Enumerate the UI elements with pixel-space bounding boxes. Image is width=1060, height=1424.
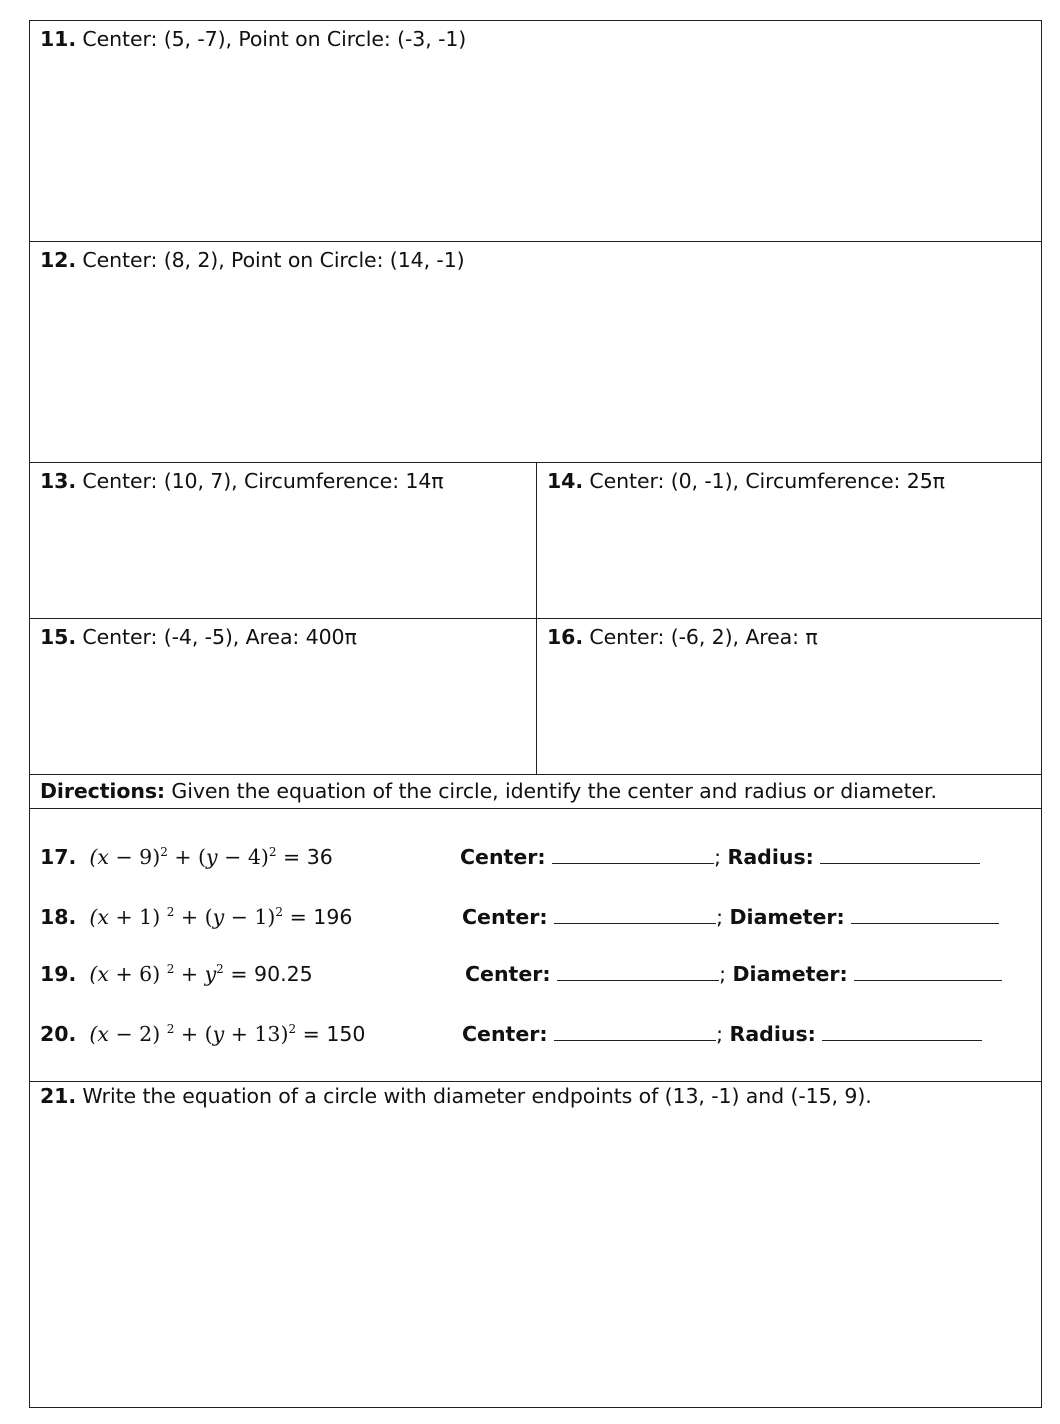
center-label: Center: [465,962,551,986]
eq-part: ( [89,845,98,869]
eq-exponent: 2 [166,962,175,977]
problem-number: 11. [40,27,77,51]
separator: ; [719,962,733,986]
radius-label: Radius: [729,1022,816,1046]
eq-exponent: 2 [160,845,168,860]
eq-part: − 2) [108,1022,167,1046]
radius-blank[interactable] [820,845,980,864]
eq-part: ( [89,1022,98,1046]
problem-16-box [537,619,1041,774]
problem-text: Write the equation of a circle with diameter endpoints of (13, -1) and (-15, 9). [76,1084,872,1108]
equation-20-row [40,1022,1030,1052]
radius-label: Radius: [727,845,814,869]
separator: ; [714,845,728,869]
problem-15-box [30,619,537,774]
directions-label: Directions: [40,779,166,803]
eq-var-y: y [206,845,218,869]
eq-part: + 1) [108,905,167,929]
eq-exponent: 2 [288,1022,297,1037]
eq-part: − 4) [217,845,269,869]
diameter-blank[interactable] [851,905,999,924]
eq-rhs: = 36 [276,845,333,869]
problem-11-prompt [40,27,466,51]
diameter-label: Diameter: [732,962,848,986]
eq-part: − 1) [224,905,276,929]
problem-text: Center: (-6, 2), Area: π [583,625,818,649]
directions-body: Given the equation of the circle, identify the center and radius or diameter. [165,779,937,803]
problem-12-prompt [40,248,465,272]
problems-15-16-row [30,619,1041,775]
equation-18-row [40,905,1030,935]
problem-text: Center: (-4, -5), Area: 400π [76,625,357,649]
problem-21-box [30,1082,1041,1407]
radius-blank[interactable] [822,1022,982,1041]
eq-exponent: 2 [166,905,175,920]
eq-var-y: y [212,905,225,929]
problem-number: 15. [40,625,77,649]
problem-number: 20. [40,1022,77,1046]
equation-expression [89,1022,296,1046]
worksheet [29,20,1042,1408]
eq-var-y: y [212,1022,225,1046]
equation-20-answers [462,1022,982,1046]
equation-17-row [40,845,1030,875]
equation-expression [89,845,276,869]
equation-17 [40,845,333,869]
problem-12-box [30,242,1041,463]
problem-16-prompt [547,625,818,649]
problem-number: 19. [40,962,77,986]
problem-number: 18. [40,905,77,929]
problem-number: 14. [547,469,584,493]
eq-rhs: = 90.25 [223,962,313,986]
equation-18 [40,905,352,929]
eq-part: + ( [174,1022,213,1046]
eq-var-x: x [97,962,109,986]
equation-19 [40,962,313,986]
eq-rhs: = 150 [296,1022,366,1046]
eq-var-x: x [97,905,109,929]
problem-number: 17. [40,845,77,869]
problem-14-prompt [547,469,945,493]
problem-13-box [30,463,537,618]
eq-part: − 9) [108,845,161,869]
eq-part: + 13) [224,1022,289,1046]
problem-number: 12. [40,248,77,272]
diameter-label: Diameter: [729,905,845,929]
equation-17-answers [460,845,980,869]
eq-var-x: x [97,1022,109,1046]
problem-number: 13. [40,469,77,493]
problem-21-prompt [40,1084,872,1108]
problem-text: Center: (0, -1), Circumference: 25π [583,469,945,493]
eq-part: ( [89,905,98,929]
center-label: Center: [462,905,548,929]
eq-exponent: 2 [166,1022,175,1037]
directions-text [40,779,937,803]
center-blank[interactable] [554,905,716,924]
problem-number: 21. [40,1084,77,1108]
problem-15-prompt [40,625,357,649]
equation-18-answers [462,905,999,929]
eq-part: + ( [167,845,207,869]
center-blank[interactable] [552,845,714,864]
problem-14-box [537,463,1041,618]
center-blank[interactable] [557,962,719,981]
equation-expression [89,962,223,986]
equation-20 [40,1022,365,1046]
eq-exponent: 2 [268,845,277,860]
eq-part: + 6) [108,962,167,986]
separator: ; [716,905,730,929]
equation-expression [89,905,283,929]
problem-13-prompt [40,469,444,493]
equation-19-row [40,962,1030,992]
eq-exponent: 2 [216,962,224,977]
center-blank[interactable] [554,1022,716,1041]
diameter-blank[interactable] [854,962,1002,981]
directions-bar [30,775,1041,809]
eq-part: + [174,962,205,986]
center-label: Center: [462,1022,548,1046]
problems-13-14-row [30,463,1041,619]
equations-box [30,809,1041,1082]
center-label: Center: [460,845,546,869]
problem-text: Center: (8, 2), Point on Circle: (14, -1) [76,248,465,272]
eq-var-y: y [204,962,217,986]
eq-exponent: 2 [275,905,284,920]
problem-number: 16. [547,625,584,649]
equation-19-answers [465,962,1002,986]
eq-part: + ( [174,905,213,929]
problem-text: Center: (10, 7), Circumference: 14π [76,469,444,493]
eq-var-x: x [97,845,109,869]
separator: ; [716,1022,730,1046]
problem-11-box [30,21,1041,242]
problem-text: Center: (5, -7), Point on Circle: (-3, -1) [76,27,467,51]
eq-rhs: = 196 [283,905,353,929]
eq-part: ( [89,962,98,986]
